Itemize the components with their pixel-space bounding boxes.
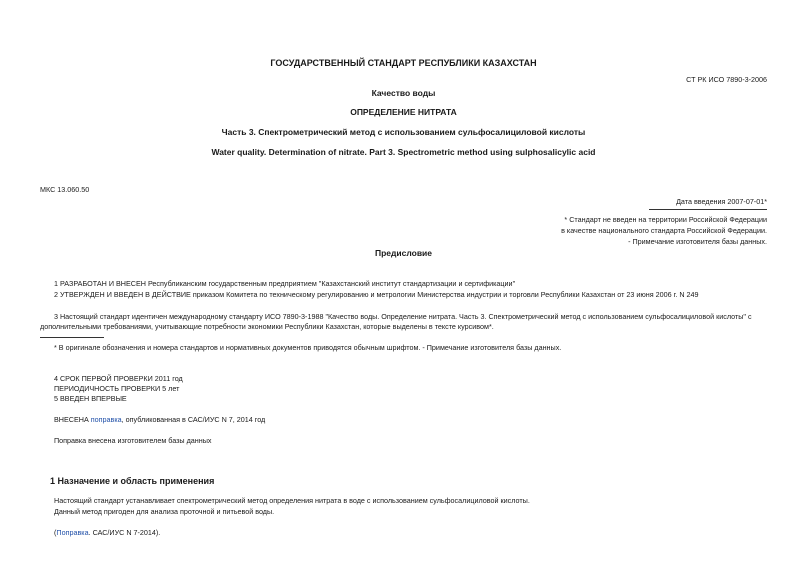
mks-code: МКС 13.060.50 (40, 185, 90, 194)
ref-rest: . САС/ИУС N 7-2014). (88, 528, 161, 537)
section-1-amendment-ref (54, 528, 160, 537)
title-part: Часть 3. Спектрометрический метод с использованием сульфосалициловой кислоты (221, 127, 586, 137)
foreword-item-1: 1 РАЗРАБОТАН И ВНЕСЕН Республиканским государственным предприятием "Казахстанский институт стандартизации и сертификации" (54, 279, 516, 288)
amendment-link[interactable]: поправка (90, 415, 122, 424)
amendment-suffix: , опубликованная в САС/ИУС N 7, 2014 год (121, 415, 266, 424)
footnote-separator-mid (40, 337, 104, 338)
title-topic: Качество воды (371, 88, 436, 98)
footnote-top-line-1: * Стандарт не введен на территории Российской Федерации (564, 215, 767, 224)
amendment-note: Поправка внесена изготовителем базы данных (54, 436, 212, 445)
amendment-line (54, 415, 265, 424)
footnote-mid: * В оригинале обозначения и номера стандартов и нормативных документов приводятся обычным шрифтом. - Примечание изготовителя базы данных. (54, 343, 562, 352)
amendment-prefix: ВНЕСЕНА (54, 415, 91, 424)
introduction-date: Дата введения 2007-07-01* (676, 197, 767, 206)
footnote-top-line-2: в качестве национального стандарта Российской Федерации. (561, 226, 767, 235)
document-code: СТ РК ИСО 7890-3-2006 (686, 75, 767, 84)
footnote-separator-top (649, 209, 767, 210)
foreword-item-2: 2 УТВЕРЖДЕН И ВВЕДЕН В ДЕЙСТВИЕ приказом Комитета по техническому регулированию и метрологии Министерства индустрии и торговли Республики Казахстан от 23 июня 2006 г. N 249 (54, 290, 699, 299)
foreword-heading: Предисловие (374, 248, 433, 258)
review-periodicity: ПЕРИОДИЧНОСТЬ ПРОВЕРКИ 5 лет (54, 384, 180, 393)
foreword-item-3-line-2: дополнительными требованиями, учитывающие потребности экономики Республики Казахстан, которые выделены в тексте курсивом*. (40, 322, 494, 331)
foreword-item-4: 4 СРОК ПЕРВОЙ ПРОВЕРКИ 2011 год (54, 374, 183, 383)
state-standard-heading: ГОСУДАРСТВЕННЫЙ СТАНДАРТ РЕСПУБЛИКИ КАЗАХСТАН (270, 58, 537, 68)
title-english: Water quality. Determination of nitrate. Part 3. Spectrometric method using sulphosalicylic acid (211, 147, 596, 157)
section-1-heading: 1 Назначение и область применения (50, 476, 215, 486)
foreword-item-5: 5 ВВЕДЕН ВПЕРВЫЕ (54, 394, 127, 403)
title-main: ОПРЕДЕЛЕНИЕ НИТРАТА (350, 107, 457, 117)
section-1-paragraph-1: Настоящий стандарт устанавливает спектрометрический метод определения нитрата в воде с использованием сульфосалициловой кислоты. (54, 496, 530, 505)
foreword-item-3-line-1: 3 Настоящий стандарт идентичен международному стандарту ИСО 7890-3-1988 "Качество воды. Определение нитрата. Часть 3. Спектрометрический метод с использованием сульфосалициловой кислоты" с (54, 312, 752, 321)
section-1-paragraph-2: Данный метод пригоден для анализа проточной и питьевой воды. (54, 507, 275, 516)
footnote-top-line-3: - Примечание изготовителя базы данных. (628, 237, 767, 246)
section-1-amendment-link[interactable]: Поправка (56, 528, 89, 537)
ref-open-paren: ( (54, 528, 57, 537)
